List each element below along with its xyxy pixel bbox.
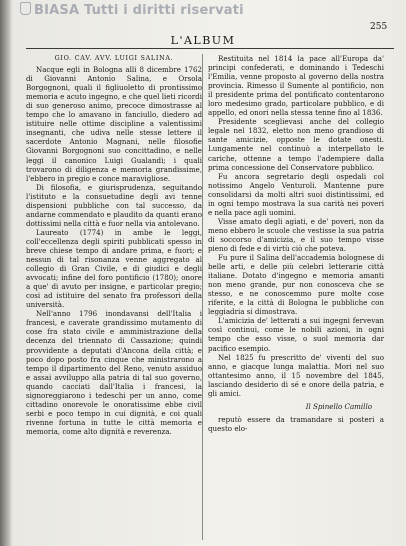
right-column <box>208 54 384 542</box>
watermark-text: BIASA Tutti i diritti riservati <box>34 3 244 18</box>
paragraph: Nell'anno 1796 inondavansi dell'Italia i francesi, e caverate grandissimo mutamento di cose fra stato civile e amministrazione della decenza del triennato di Cassazione; quindi provvidente a deputati d'Ancona della città; e poco dopo posto fra cinque che ministrarono a tempo il dipartimento del Reno, venuto assiduo e assai avviluppo alla patria di tal suo governo, quando cacciati dall'Italia i francesi, la signoreggiarono i tedeschi per un anno, come cittadino onorevole le onoratissime ebbe civil serbi e poco tempo in cui dignità, e coi quali rivenne fortuna in tutte le città memoria e memoria, come alto dignità e reverenza. <box>26 309 202 436</box>
left-column <box>26 54 202 542</box>
header-rule <box>26 48 394 49</box>
paragraph: Nacque egli in Bologna alli 8 dicembre 1762 di Giovanni Antonio Salina, e Orsola Borgognoni, quali il figliuoletto di prontissimo memoria e acuto ingegno, e che quel lieti ricordi di suo generoso animo, precoce dimostrasse al tempo che lo amavano in fanciullo, diedero ad istituire nelle ottime discipline a valentissimi insegnanti, che udiva nelle stesse lettere il sacerdote Antonio Magnani, nelle filosofie Giovanni Borgognoni suo concittadino, e nelle leggi il canonico Luigi Gualandi; i quali trovarono di diligenza e memoria grandissime, l'ebbero in pregio e conce maravigliose. <box>26 65 202 183</box>
watermark <box>20 2 244 18</box>
closing-line: reputò essere da tramandare si posteri a questo elo- <box>208 414 384 433</box>
paragraph: L'amicizia de' letterati a sui ingegni fervevan così continui, come le nobili azioni, in ogni tempo che esso visse, o suol memoria dar pacifico esempio. <box>208 316 384 353</box>
paragraph: Di filosofia, e giurisprudenza, seguitando l'istituto e la consuetudine degli avi tenne dispensioni pubbliche con tal successo, da andarne commendato e plaudito da quanti erano dottissimi nella città e fuor nella via antolevano. <box>26 182 202 228</box>
article-title: GIO. CAV. AVV. LUIGI SALINA. <box>54 54 174 62</box>
paragraph: Visse amato degli agiati, e de' poveri, non da meno ebbero le scuole che vestisse la sua patria di soccorso d'amicizia, e il suo tempo visse pieno di fede e di virtù ciò che poteva. <box>208 216 384 253</box>
page-number: 255 <box>370 22 388 32</box>
author-signature: Il Spinello Camillo <box>305 401 372 411</box>
paragraph: Restituita nel 1814 la pace all'Europa da' principi confederati, e dominando i Tedeschi l'Emilia, venne proposto al governo della nostra provincia. Rimesso il Sumente al pontificio, non il presidente prima del pontificato contentarono loro medesimo grado, particolare pubblico, e di appello, ed onori nella stessa tenne fino al 1836. <box>208 54 384 118</box>
paragraph: Presidente sceglievasi anche del collegio legale nel 1832, eletto non meno grandioso di sante amicizie, opposte le dotate onesti. Lungamente nel continuò a interpellato le cariche, ottenne a tempo l'adempiere dalla prima concessione del Conservatore pubblico. <box>208 117 384 172</box>
paragraph: Fu ancora segretario degli ospedali col notissimo Angelo Venturoli. Mantenne pure consolidarsi da molti altri suoi distintissimi, ed in ogni tempo mostrava la sua carità nei poveri e nella pace agli uomini. <box>208 171 384 217</box>
column-divider <box>202 54 203 540</box>
library-logo-icon <box>20 2 31 15</box>
paragraph: Fu pure il Salina dell'accademia bolognese di belle arti, e delle più celebri letterarie città italiane. Dotato d'ingegno e memoria amanti non meno grande, pur non conosceva che se stesso, e ne conoscemmo pure molte cose riferite, e la città di Bologna le pubbliche con leggiadria si dimostrava. <box>208 253 384 317</box>
paragraph: Laureato (1774) in ambe le leggi, coll'eccellenza degli spiriti pubblicati spesso in breve chiese tempo di andare prima, e fuori; e nessun di tal risonanza venne aggregato al collegio di Gran Civile, e di giudici e degli avvocati; infine del foro pontificio (1780); onore a que' di avuto per insigne, e particolar pregio; cosi ad istituire del senato fra professori della università. <box>26 227 202 310</box>
scan-edge-shadow <box>0 0 12 546</box>
paragraph: Nel 1825 fu prescritto de' viventi del suo anno, e giacque lunga malattia. Mori nel suo ottantesimo anno, il 15 novembre del 1845, lasciando desiderio di sé e onore della patria, e gli amici. <box>208 352 384 398</box>
running-header: L'ALBUM <box>170 34 236 47</box>
